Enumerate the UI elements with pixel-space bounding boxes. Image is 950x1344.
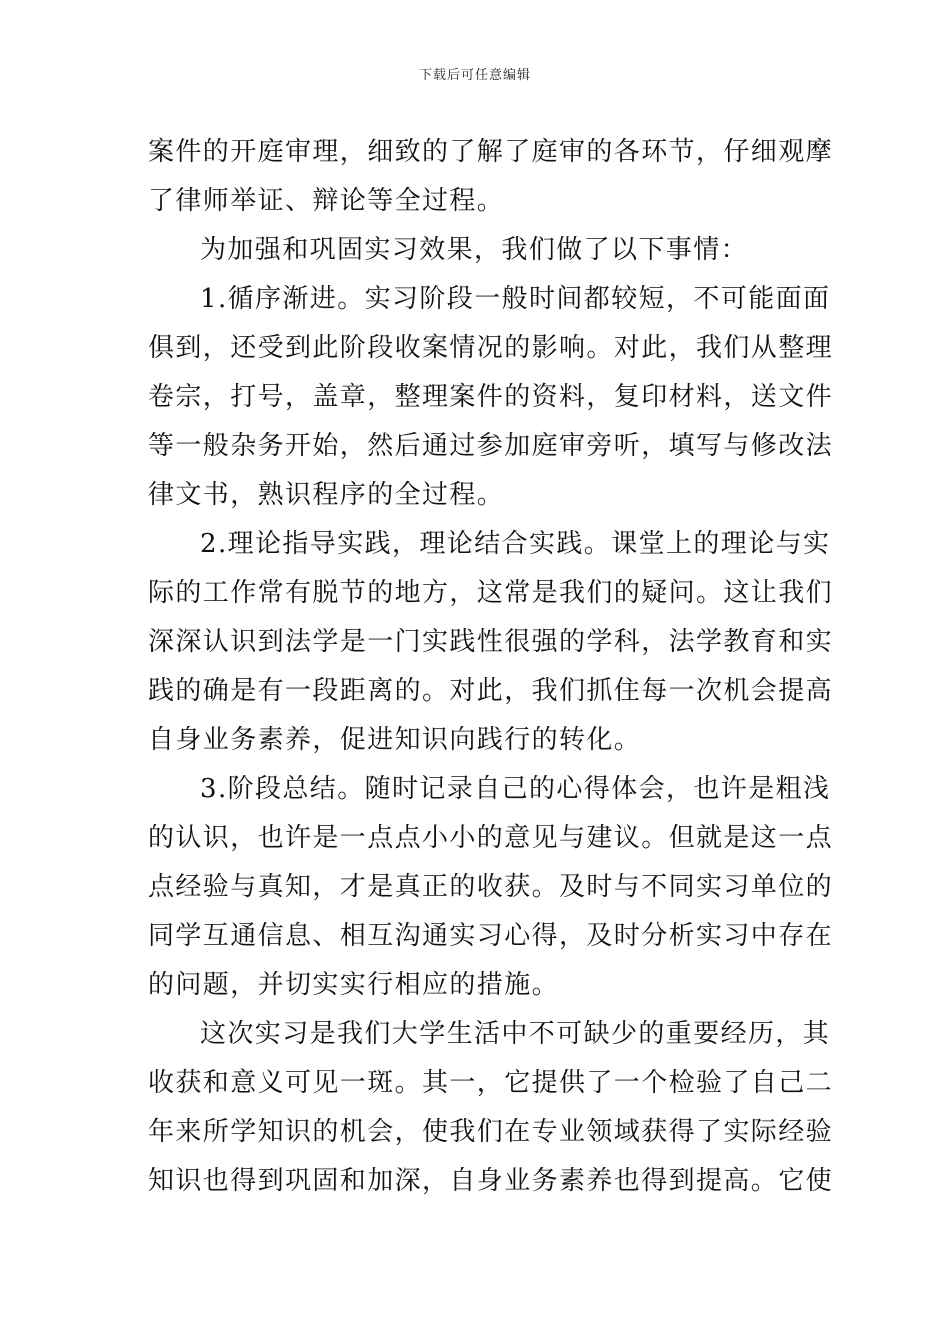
text-line: 的问题，并切实实行相应的措施。 bbox=[148, 970, 560, 1000]
text-line: 深深认识到法学是一门实践性很强的学科，法学教育和实 bbox=[148, 627, 834, 657]
text-line: 的认识，也许是一点点小小的意见与建议。但就是这一点 bbox=[148, 823, 834, 853]
text-line: 卷宗，打号，盖章，整理案件的资料，复印材料，送文件 bbox=[148, 382, 834, 412]
text-line: 了律师举证、辩论等全过程。 bbox=[148, 186, 505, 216]
paragraph bbox=[148, 1010, 834, 1206]
text-line: 践的确是有一段距离的。对此，我们抓住每一次机会提高 bbox=[148, 676, 834, 706]
text-line: 点经验与真知，才是真正的收获。及时与不同实习单位的 bbox=[148, 872, 834, 902]
text-line: 自身业务素养，促进知识向践行的转化。 bbox=[148, 725, 642, 755]
text-line: 同学互通信息、相互沟通实习心得，及时分析实习中存在 bbox=[148, 921, 834, 951]
text-line: 律文书，熟识程序的全过程。 bbox=[148, 480, 505, 510]
document-body bbox=[148, 128, 834, 1206]
text-line: 3.阶段总结。随时记录自己的心得体会，也许是粗浅 bbox=[200, 774, 831, 804]
text-line: 知识也得到巩固和加深，自身业务素养也得到提高。它使 bbox=[148, 1166, 834, 1196]
paragraph bbox=[148, 226, 808, 275]
header-note: 下载后可任意编辑 bbox=[418, 68, 531, 83]
text-line: 等一般杂务开始，然后通过参加庭审旁听，填写与修改法 bbox=[148, 431, 834, 461]
paragraph bbox=[148, 275, 834, 520]
text-line: 年来所学知识的机会，使我们在专业领域获得了实际经验 bbox=[148, 1117, 834, 1147]
text-line: 2.理论指导实践，理论结合实践。课堂上的理论与实 bbox=[200, 529, 831, 559]
text-line: 为加强和巩固实习效果，我们做了以下事情： bbox=[200, 235, 749, 265]
text-line: 案件的开庭审理，细致的了解了庭审的各环节，仔细观摩 bbox=[148, 137, 834, 167]
text-line: 收获和意义可见一斑。其一，它提供了一个检验了自己二 bbox=[148, 1068, 834, 1098]
paragraph bbox=[148, 128, 834, 226]
paragraph bbox=[148, 765, 834, 1010]
text-line: 1.循序渐进。实习阶段一般时间都较短，不可能面面 bbox=[200, 284, 831, 314]
text-line: 际的工作常有脱节的地方，这常是我们的疑问。这让我们 bbox=[148, 578, 834, 608]
text-line: 俱到，还受到此阶段收案情况的影响。对此，我们从整理 bbox=[148, 333, 834, 363]
text-line: 这次实习是我们大学生活中不可缺少的重要经历，其 bbox=[200, 1019, 831, 1049]
paragraph bbox=[148, 520, 834, 765]
